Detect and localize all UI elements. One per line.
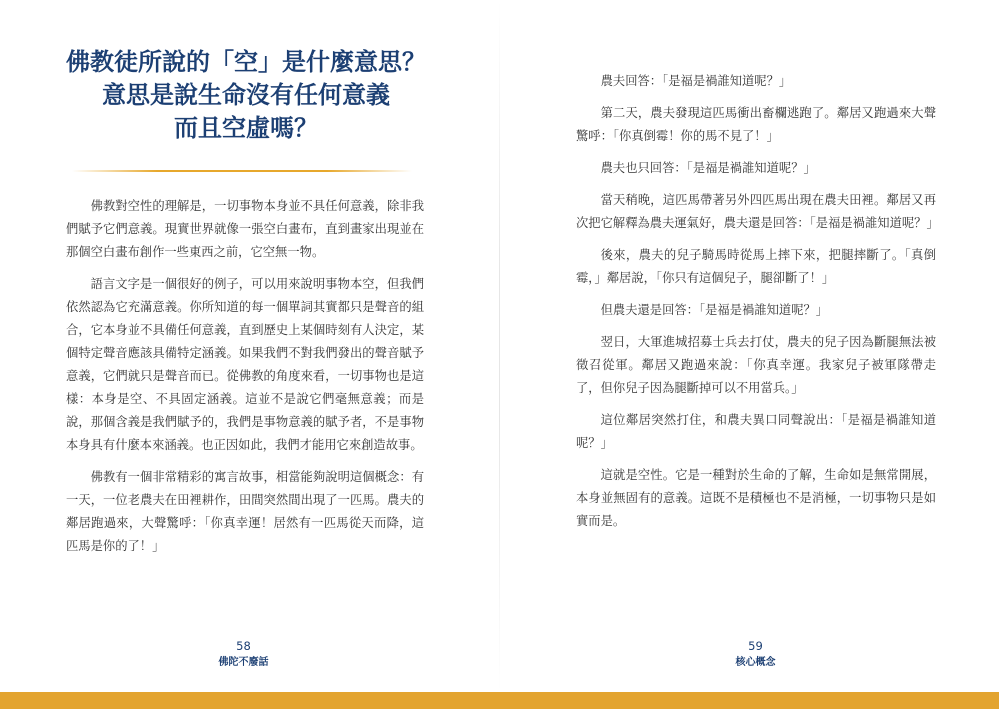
bottom-accent-bar bbox=[0, 692, 999, 709]
title-divider bbox=[72, 170, 412, 172]
right-page bbox=[500, 0, 999, 692]
running-title: 核心概念 bbox=[735, 657, 776, 668]
page-number: 58 bbox=[236, 639, 251, 653]
left-page bbox=[0, 0, 499, 692]
right-folio bbox=[506, 638, 999, 672]
paragraph: 這就是空性。它是一種對於生命的了解，生命如是無常開展，本身並無固有的意義。這既不是積極也不是消極，一切事物只是如實而是。 bbox=[576, 468, 936, 528]
paragraph: 這位鄰居突然打住，和農夫異口同聲說出：「是福是禍誰知道呢？」 bbox=[576, 413, 936, 450]
paragraph: 佛教對空性的理解是，一切事物本身並不具任何意義，除非我們賦予它們意義。現實世界就像一張空白畫布，直到畫家出現並在那個空白畫布創作一些東西之前，它空無一物。 bbox=[66, 199, 424, 259]
paragraph: 第二天，農夫發現這匹馬衝出畜欄逃跑了。鄰居又跑過來大聲驚呼：「你真倒霉！你的馬不見了！」 bbox=[576, 106, 936, 143]
paragraph: 後來，農夫的兒子騎馬時從馬上摔下來，把腿摔斷了。「真倒霉，」鄰居說，「你只有這個兒子，腿卻斷了！」 bbox=[576, 248, 936, 285]
paragraph: 佛教有一個非常精彩的寓言故事，相當能夠說明這個概念：有一天，一位老農夫在田裡耕作，田間突然間出現了一匹馬。農夫的鄰居跑過來，大聲驚呼：「你真幸運！居然有一匹馬從天而降，這匹馬是你的了！」 bbox=[66, 470, 424, 553]
paragraph: 農夫回答：「是福是禍誰知道呢？」 bbox=[600, 74, 792, 88]
paragraph: 當天稍晚，這匹馬帶著另外四匹馬出現在農夫田裡。鄰居又再次把它解釋為農夫運氣好，農夫還是回答：「是福是禍誰知道呢？」 bbox=[576, 193, 939, 230]
title-line: 而且空虛嗎？ bbox=[174, 114, 318, 142]
running-title: 佛陀不廢話 bbox=[218, 657, 269, 668]
title-line: 意思是說生命沒有任何意義 bbox=[102, 81, 390, 109]
left-body-text bbox=[66, 195, 424, 567]
paragraph: 但農夫還是回答：「是福是禍誰知道呢？」 bbox=[600, 303, 829, 317]
paragraph: 語言文字是一個很好的例子，可以用來說明事物本空，但我們依然認為它充滿意義。你所知道的每一個單詞其實都只是聲音的組合，它本身並不具備任何意義，直到歷史上某個時刻有人決定，某個特定聲音應該具備特定涵義。如果我們不對我們發出的聲音賦予意義，它們就只是聲音而已。從佛教的角度來看，一切事物也是這樣：本身是空、不具固定涵義。這並不是說它們毫無意義；而是說，那個含義是我們賦予的，我們是事物意義的賦予者，不是事物本身具有什麼本來涵義。也正因如此，我們才能用它來創造故事。 bbox=[66, 277, 424, 452]
title-line: 佛教徒所說的「空」是什麼意思？ bbox=[66, 48, 426, 76]
right-body-text bbox=[576, 70, 939, 542]
left-folio bbox=[0, 638, 493, 672]
paragraph: 翌日，大軍進城招募士兵去打仗，農夫的兒子因為斷腿無法被徵召從軍。鄰居又跑過來說：「你真幸運。我家兒子被軍隊帶走了，但你兒子因為腿斷掉可以不用當兵。」 bbox=[576, 335, 936, 395]
chapter-title bbox=[56, 46, 436, 145]
paragraph: 農夫也只回答：「是福是禍誰知道呢？」 bbox=[600, 161, 816, 175]
page-number: 59 bbox=[748, 639, 763, 653]
